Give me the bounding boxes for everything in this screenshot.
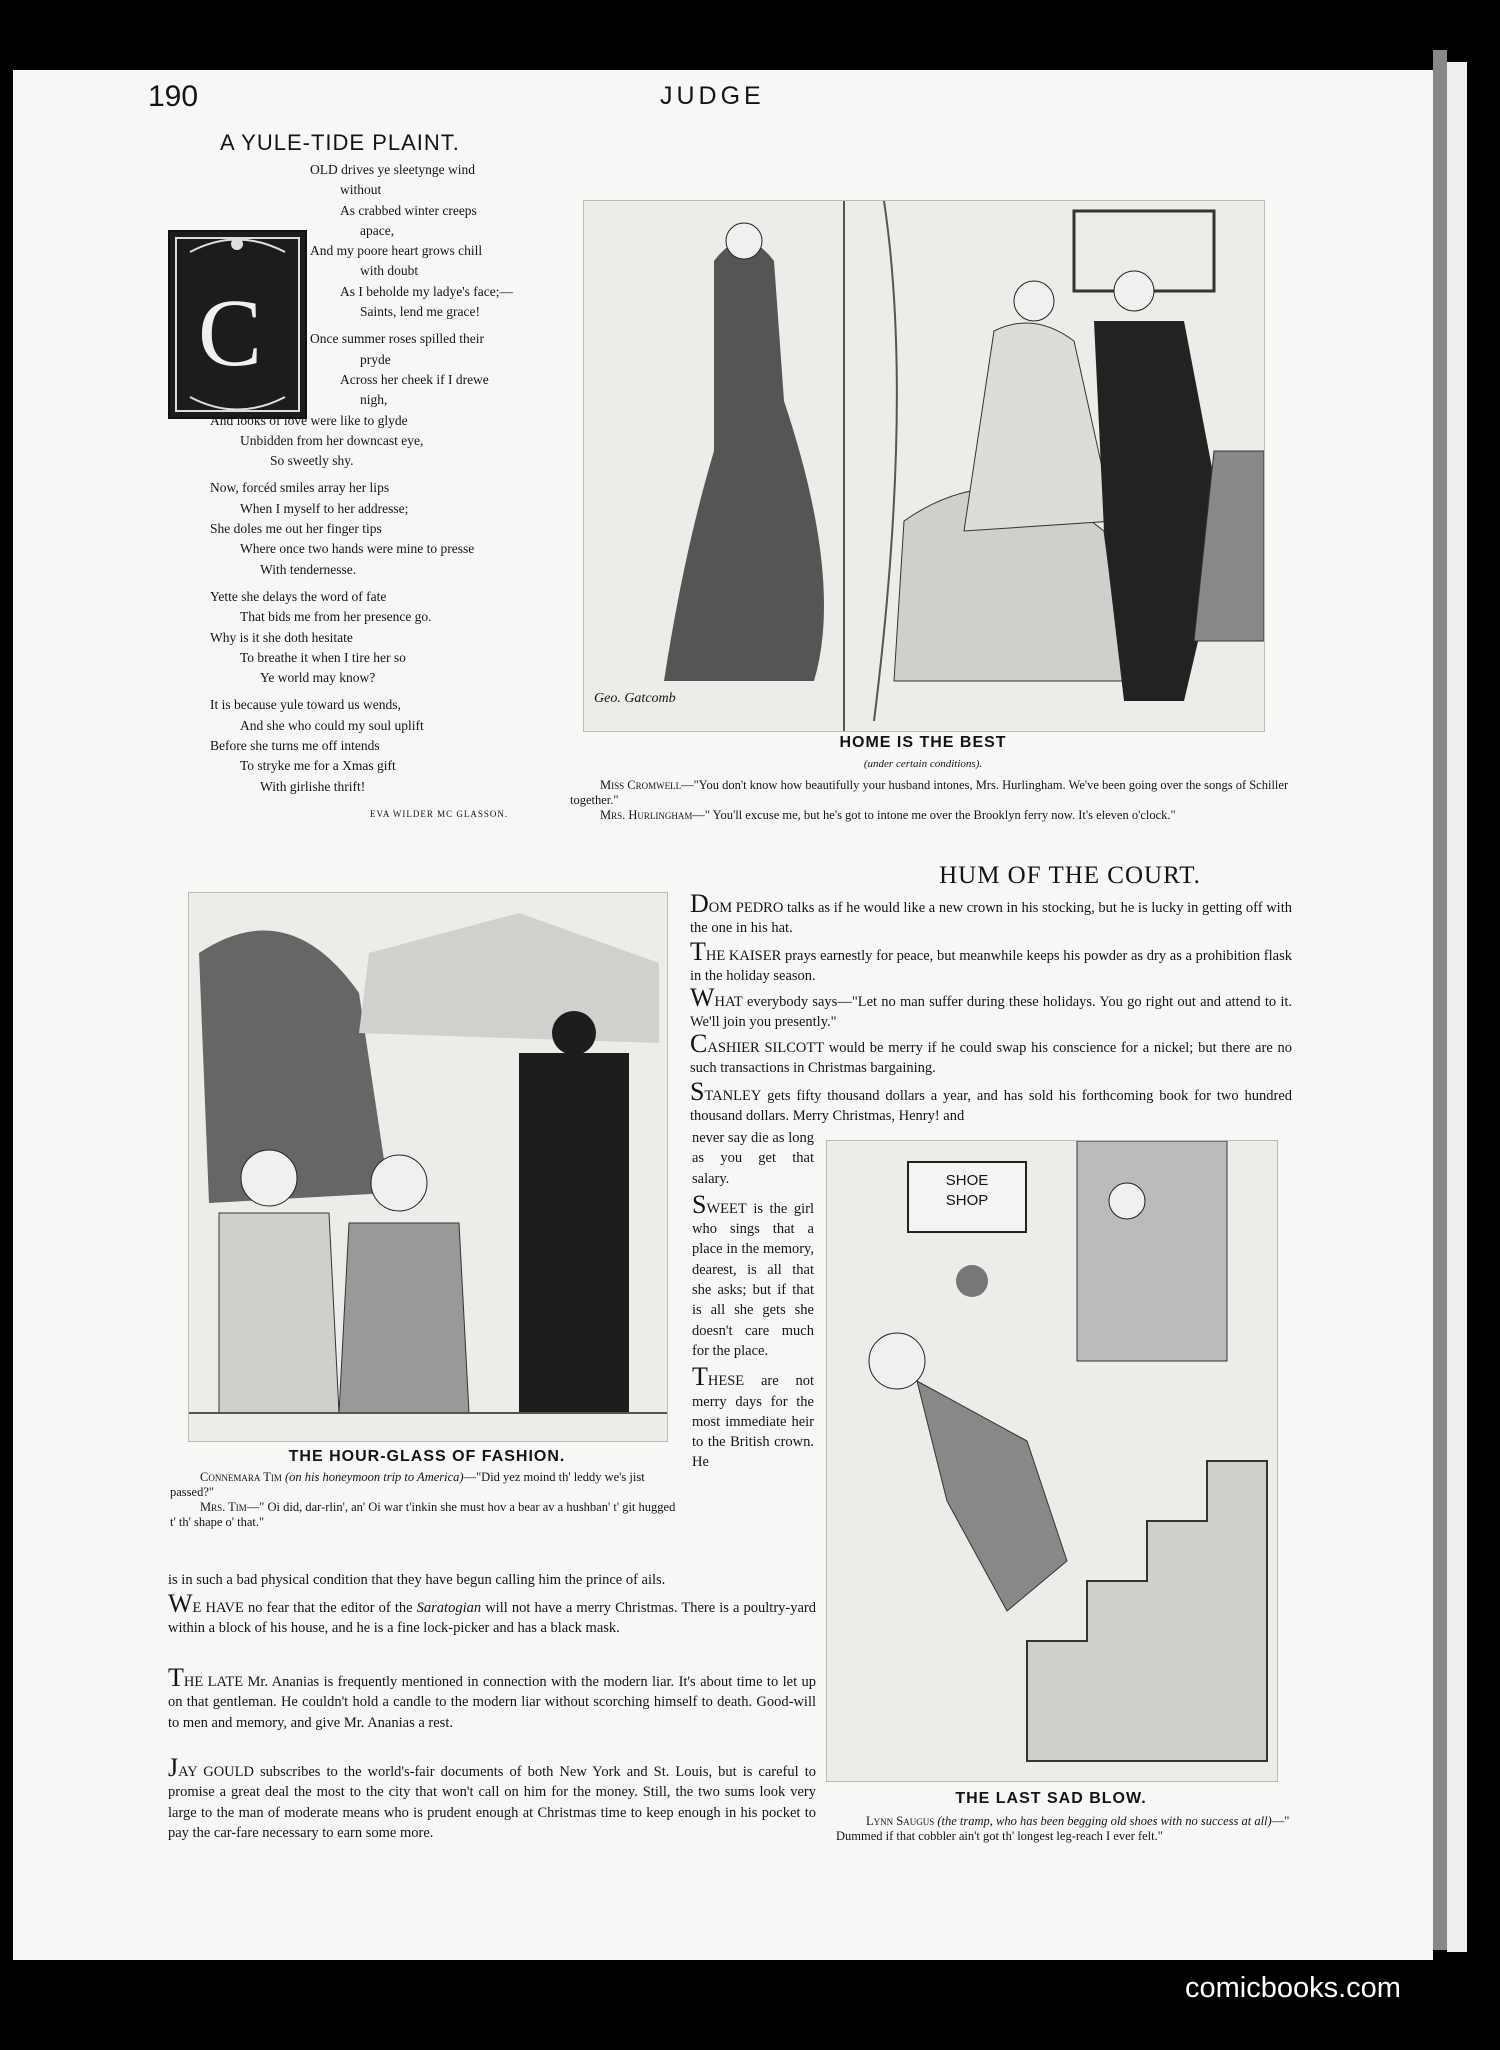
paragraph-text: is the girl who sings that a place in the memory, dearest, is all that she asks; but if that is all she gets she doesn't care much for the place. [692,1200,814,1359]
poem-line: To stryke me for a Xmas gift [240,758,396,774]
paragraph-text: gets fifty thousand dollars a year, and has sold his forthcoming book for two hundred thousand dollars. Merry Christmas, Henry! and [690,1088,1292,1125]
watermark: comicbooks.com [1185,1972,1401,2004]
poem-line: nigh, [360,392,388,408]
poem-line: Where once two hands were mine to presse [240,541,475,557]
illustration-hour-glass [188,892,668,1442]
drop-cap: W [690,983,715,1012]
page-number: 190 [148,80,199,113]
poem-line: pryde [360,351,391,367]
caption-home-dialogue [570,778,1292,823]
poem-line: So sweetly shy. [270,453,354,469]
caption-title-home: HOME IS THE BEST [839,734,1007,751]
poem-body [210,160,550,824]
illustration-last-sad-blow [826,1140,1278,1782]
drop-cap: C [690,1029,708,1058]
poem-stanza [210,695,550,796]
court-paragraph-2 [690,937,1292,987]
paragraph-text: everybody says—"Let no man suffer during these holidays. You go right out and attend to it. We'll join you presently." [690,994,1292,1031]
poem-line: And looks of love were like to glyde [210,412,408,428]
sign-text-shoe: SHOE [945,1172,989,1189]
poem-line: Now, forcéd smiles array her lips [210,480,390,496]
poem-line: Unbidden from her downcast eye, [240,432,424,448]
caption-title-last-blow: THE LAST SAD BLOW. [955,1790,1147,1807]
parlor-scene-icon [584,201,1264,731]
drop-cap: T [690,937,706,966]
paragraph-lead: ASHIER SILCOTT [707,1040,825,1056]
stage-direction-tramp: (the tramp, who has been begging old shoes with no success at all) [937,1814,1272,1828]
paragraph-text: talks as if he would like a new crown in his stocking, but he is lucky in getting off with the one in his hat. [690,900,1292,937]
court-paragraph-9 [168,1663,817,1733]
stage-direction-tim: (on his honeymoon trip to America) [285,1470,464,1484]
next-page-edge [1447,62,1467,1952]
paragraph-lead: OM PEDRO [708,900,784,916]
speaker-mrs-hurlingham: Mrs. Hurlingham [600,808,693,822]
paragraph-text: will not have a merry Christmas. There is a poultry-yard within a block of his house, and he is a fine lock-picker and has a black mask. [168,1600,817,1637]
poem-line: Once summer roses spilled their [310,331,484,347]
speaker-miss-cromwell: Miss Cromwell [600,778,682,792]
paragraph-lead: TANLEY [704,1088,762,1104]
paragraph-text: are not merry days for the most immediate heir to the British crown. He [692,1373,814,1471]
speaker-connemara-tim: Connemara Tim [200,1470,282,1484]
court-paragraph-7 [692,1362,814,1472]
poem-line: It is because yule toward us wends, [210,697,401,713]
drop-cap: S [690,1077,705,1106]
court-paragraph-4 [690,1029,1292,1079]
sign-text-shop: SHOP [945,1192,989,1209]
poem-line: Ye world may know? [260,670,376,686]
poem-stanza [210,160,550,322]
poem-stanza [210,329,550,471]
paragraph-text: Mr. Ananias is frequently mentioned in connection with the modern liar. It's about time to let up on that gentleman. He couldn't hold a candle to the modern liar without scorching himself to death. Good-will to men and memory, and give Mr. Ananias a rest. [168,1674,817,1731]
drop-cap: T [692,1362,708,1392]
poem-line: with doubt [360,263,419,279]
court-paragraph-10 [168,1753,816,1843]
paragraph-lead: HE KAISER [705,948,782,964]
dialogue-mrs-tim: —" Oi did, dar-rlin', an' Oi war t'inkin she must hov a bear av a hushban' t' git hugged t' th' shape o' that." [170,1500,676,1529]
court-paragraph-5-continued: never say die as long as you get that salary. [692,1130,814,1187]
poem-line: And she who could my soul uplift [240,717,424,733]
paragraph-lead: E HAVE [192,1600,244,1616]
illustration-home-is-the-best [583,200,1265,732]
staircase-scene-icon [827,1141,1277,1781]
poem-line: With girlishe thrift! [260,778,366,794]
paragraph-text: prays earnestly for peace, but meanwhile keeps his powder as dry as a prohibition flask in the holiday season. [690,948,1292,985]
dialogue-tim: —"Did yez moind th' leddy we's jist passed?" [170,1470,645,1499]
shoe-shop-sign [907,1161,1027,1233]
poem-line: Saints, lend me grace! [360,304,480,320]
poem-stanza [210,587,550,688]
drop-cap: T [168,1663,184,1692]
drop-cap: D [690,889,709,918]
paragraph-lead: AY GOULD [178,1764,254,1780]
poem-line: OLD drives ye sleetynge wind [310,162,475,177]
caption-last-blow-dialogue [836,1814,1296,1844]
poem-author: EVA WILDER MC GLASSON. [370,808,509,819]
magazine-title: JUDGE [660,82,765,110]
court-paragraph-8 [168,1589,817,1639]
court-paragraph-1 [690,889,1292,939]
poem-line: She doles me out her finger tips [210,521,382,537]
paragraph-lead: HAT [714,994,743,1010]
poem-line: Across her cheek if I drewe [340,371,489,387]
poem-line: As I beholde my ladye's face;— [340,283,514,299]
dialogue-tramp: —" Dummed if that cobbler ain't got th' longest leg-reach I ever felt." [836,1814,1290,1843]
speaker-lynn-saugus: Lynn Saugus [866,1814,935,1828]
paragraph-lead: HE LATE [183,1674,244,1690]
dialogue-line-1: —"You don't know how beautifully your husband intones, Mrs. Hurlingham. We've been going over the songs of Schiller together." [570,778,1289,807]
caption-title-hour-glass: THE HOUR-GLASS OF FASHION. [288,1448,566,1465]
drop-cap: J [168,1753,179,1782]
poem-line: That bids me from her presence go. [240,609,432,625]
poem-line: without [340,182,382,198]
page-spine [1433,50,1447,1950]
poem-title: A YULE-TIDE PLAINT. [220,130,460,155]
court-paragraph-6 [692,1189,814,1361]
poem-line: Why is it she doth hesitate [210,629,353,645]
caption-hour-glass-dialogue [170,1470,682,1530]
paragraph-text: no fear that the editor of the [243,1600,417,1616]
drop-cap: W [168,1589,193,1618]
poem-line: With tendernesse. [260,561,357,577]
dialogue-line-2: —" You'll excuse me, but he's got to intone me over the Brooklyn ferry now. It's eleven o'clock." [692,808,1176,822]
court-paragraph-5 [690,1077,1292,1127]
paragraph-text: would be merry if he could swap his conscience for a nickel; but there are no such transactions in Christmas bargaining. [690,1040,1292,1077]
poem-line: Before she turns me off intends [210,738,380,754]
poem-line: When I myself to her addresse; [240,500,409,516]
poem-line: As crabbed winter creeps [340,202,477,218]
section-title-court: HUM OF THE COURT. [939,862,1201,889]
paragraph-lead: HESE [707,1373,745,1390]
street-scene-icon [189,893,667,1441]
artist-signature: Geo. Gatcomb [594,691,676,706]
initial-letter: C [198,279,263,386]
poem-stanza [210,478,550,579]
paragraph-text: subscribes to the world's-fair documents of both New York and St. Louis, but is careful to promise a great deal the most to the city that won't call on him for the money. Still, the two sums look very large to the man of moderate means who is prudent enough at Christmas time to keep enough in his pocket to pay the car-fare necessary to earn some more. [168,1764,816,1841]
newspaper-title: Saratogian [416,1600,482,1616]
court-narrow-column [692,1128,814,1481]
speaker-mrs-tim: Mrs. Tim [200,1500,247,1514]
paragraph-lead: WEET [706,1200,747,1217]
poem-line: To breathe it when I tire her so [240,649,406,665]
poem-line: apace, [360,222,395,238]
poem-line: Yette she delays the word of fate [210,588,387,604]
court-paragraph-3 [690,983,1292,1033]
caption-subtitle-home: (under certain conditions). [863,758,983,770]
drop-cap: S [692,1189,707,1219]
court-paragraph-7-continued: is in such a bad physical condition that they have begun calling him the prince of ails. [168,1572,666,1588]
poem-line: And my poore heart grows chill [310,243,483,259]
